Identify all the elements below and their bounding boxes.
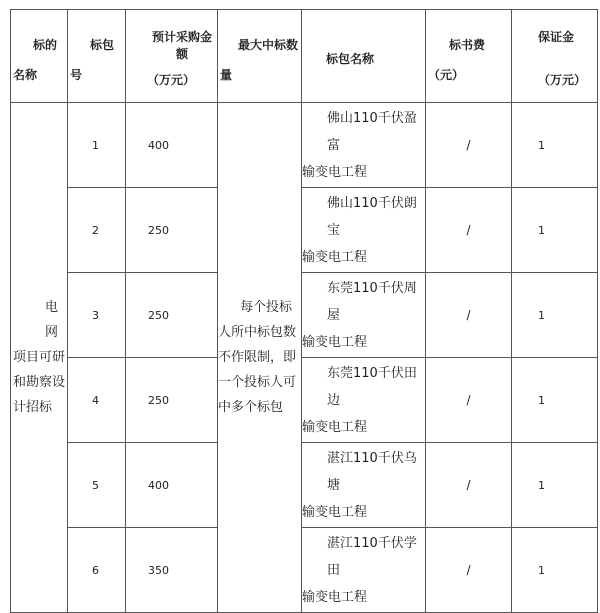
header-package-no: 标包 号	[68, 10, 126, 103]
package-doc-fee: /	[426, 528, 512, 613]
bid-package-table	[10, 9, 598, 613]
header-doc-fee: 标书费 （元）	[426, 10, 512, 103]
package-doc-fee: /	[426, 358, 512, 443]
max-win-rule-cell: 每个投标 人所中标包数 不作限制，即 一个投标人可 中多个标包	[218, 103, 302, 613]
package-amount: 350	[126, 528, 218, 613]
package-deposit: 1	[512, 358, 598, 443]
package-amount: 400	[126, 103, 218, 188]
table-row	[11, 528, 598, 613]
table-row	[11, 188, 598, 273]
table-row	[11, 273, 598, 358]
package-name: 湛江110千伏乌塘 输变电工程	[302, 443, 426, 528]
package-name: 佛山110千伏盈富 输变电工程	[302, 103, 426, 188]
package-deposit: 1	[512, 443, 598, 528]
package-deposit: 1	[512, 273, 598, 358]
package-no: 1	[68, 103, 126, 188]
package-name: 东莞110千伏田边 输变电工程	[302, 358, 426, 443]
header-row	[11, 10, 598, 103]
package-doc-fee: /	[426, 273, 512, 358]
table-row	[11, 358, 598, 443]
package-no: 2	[68, 188, 126, 273]
package-amount: 250	[126, 273, 218, 358]
package-deposit: 1	[512, 103, 598, 188]
package-no: 4	[68, 358, 126, 443]
package-name: 东莞110千伏周屋 输变电工程	[302, 273, 426, 358]
header-target-name: 标的 名称	[11, 10, 68, 103]
header-max-win: 最大中标数 量	[218, 10, 302, 103]
package-doc-fee: /	[426, 443, 512, 528]
table-row	[11, 103, 598, 188]
package-deposit: 1	[512, 188, 598, 273]
package-amount: 250	[126, 188, 218, 273]
header-deposit: 保证金 （万元）	[512, 10, 598, 103]
header-package-name: 标包名称	[302, 10, 426, 103]
package-name: 佛山110千伏朗宝 输变电工程	[302, 188, 426, 273]
table-row	[11, 443, 598, 528]
package-deposit: 1	[512, 528, 598, 613]
target-name-cell: 电网 项目可研 和勘察设 计招标	[11, 103, 68, 613]
package-doc-fee: /	[426, 103, 512, 188]
header-budget: 预计采购金额 （万元）	[126, 10, 218, 103]
package-no: 6	[68, 528, 126, 613]
package-amount: 250	[126, 358, 218, 443]
package-name: 湛江110千伏学田 输变电工程	[302, 528, 426, 613]
package-doc-fee: /	[426, 188, 512, 273]
package-no: 3	[68, 273, 126, 358]
package-amount: 400	[126, 443, 218, 528]
package-no: 5	[68, 443, 126, 528]
